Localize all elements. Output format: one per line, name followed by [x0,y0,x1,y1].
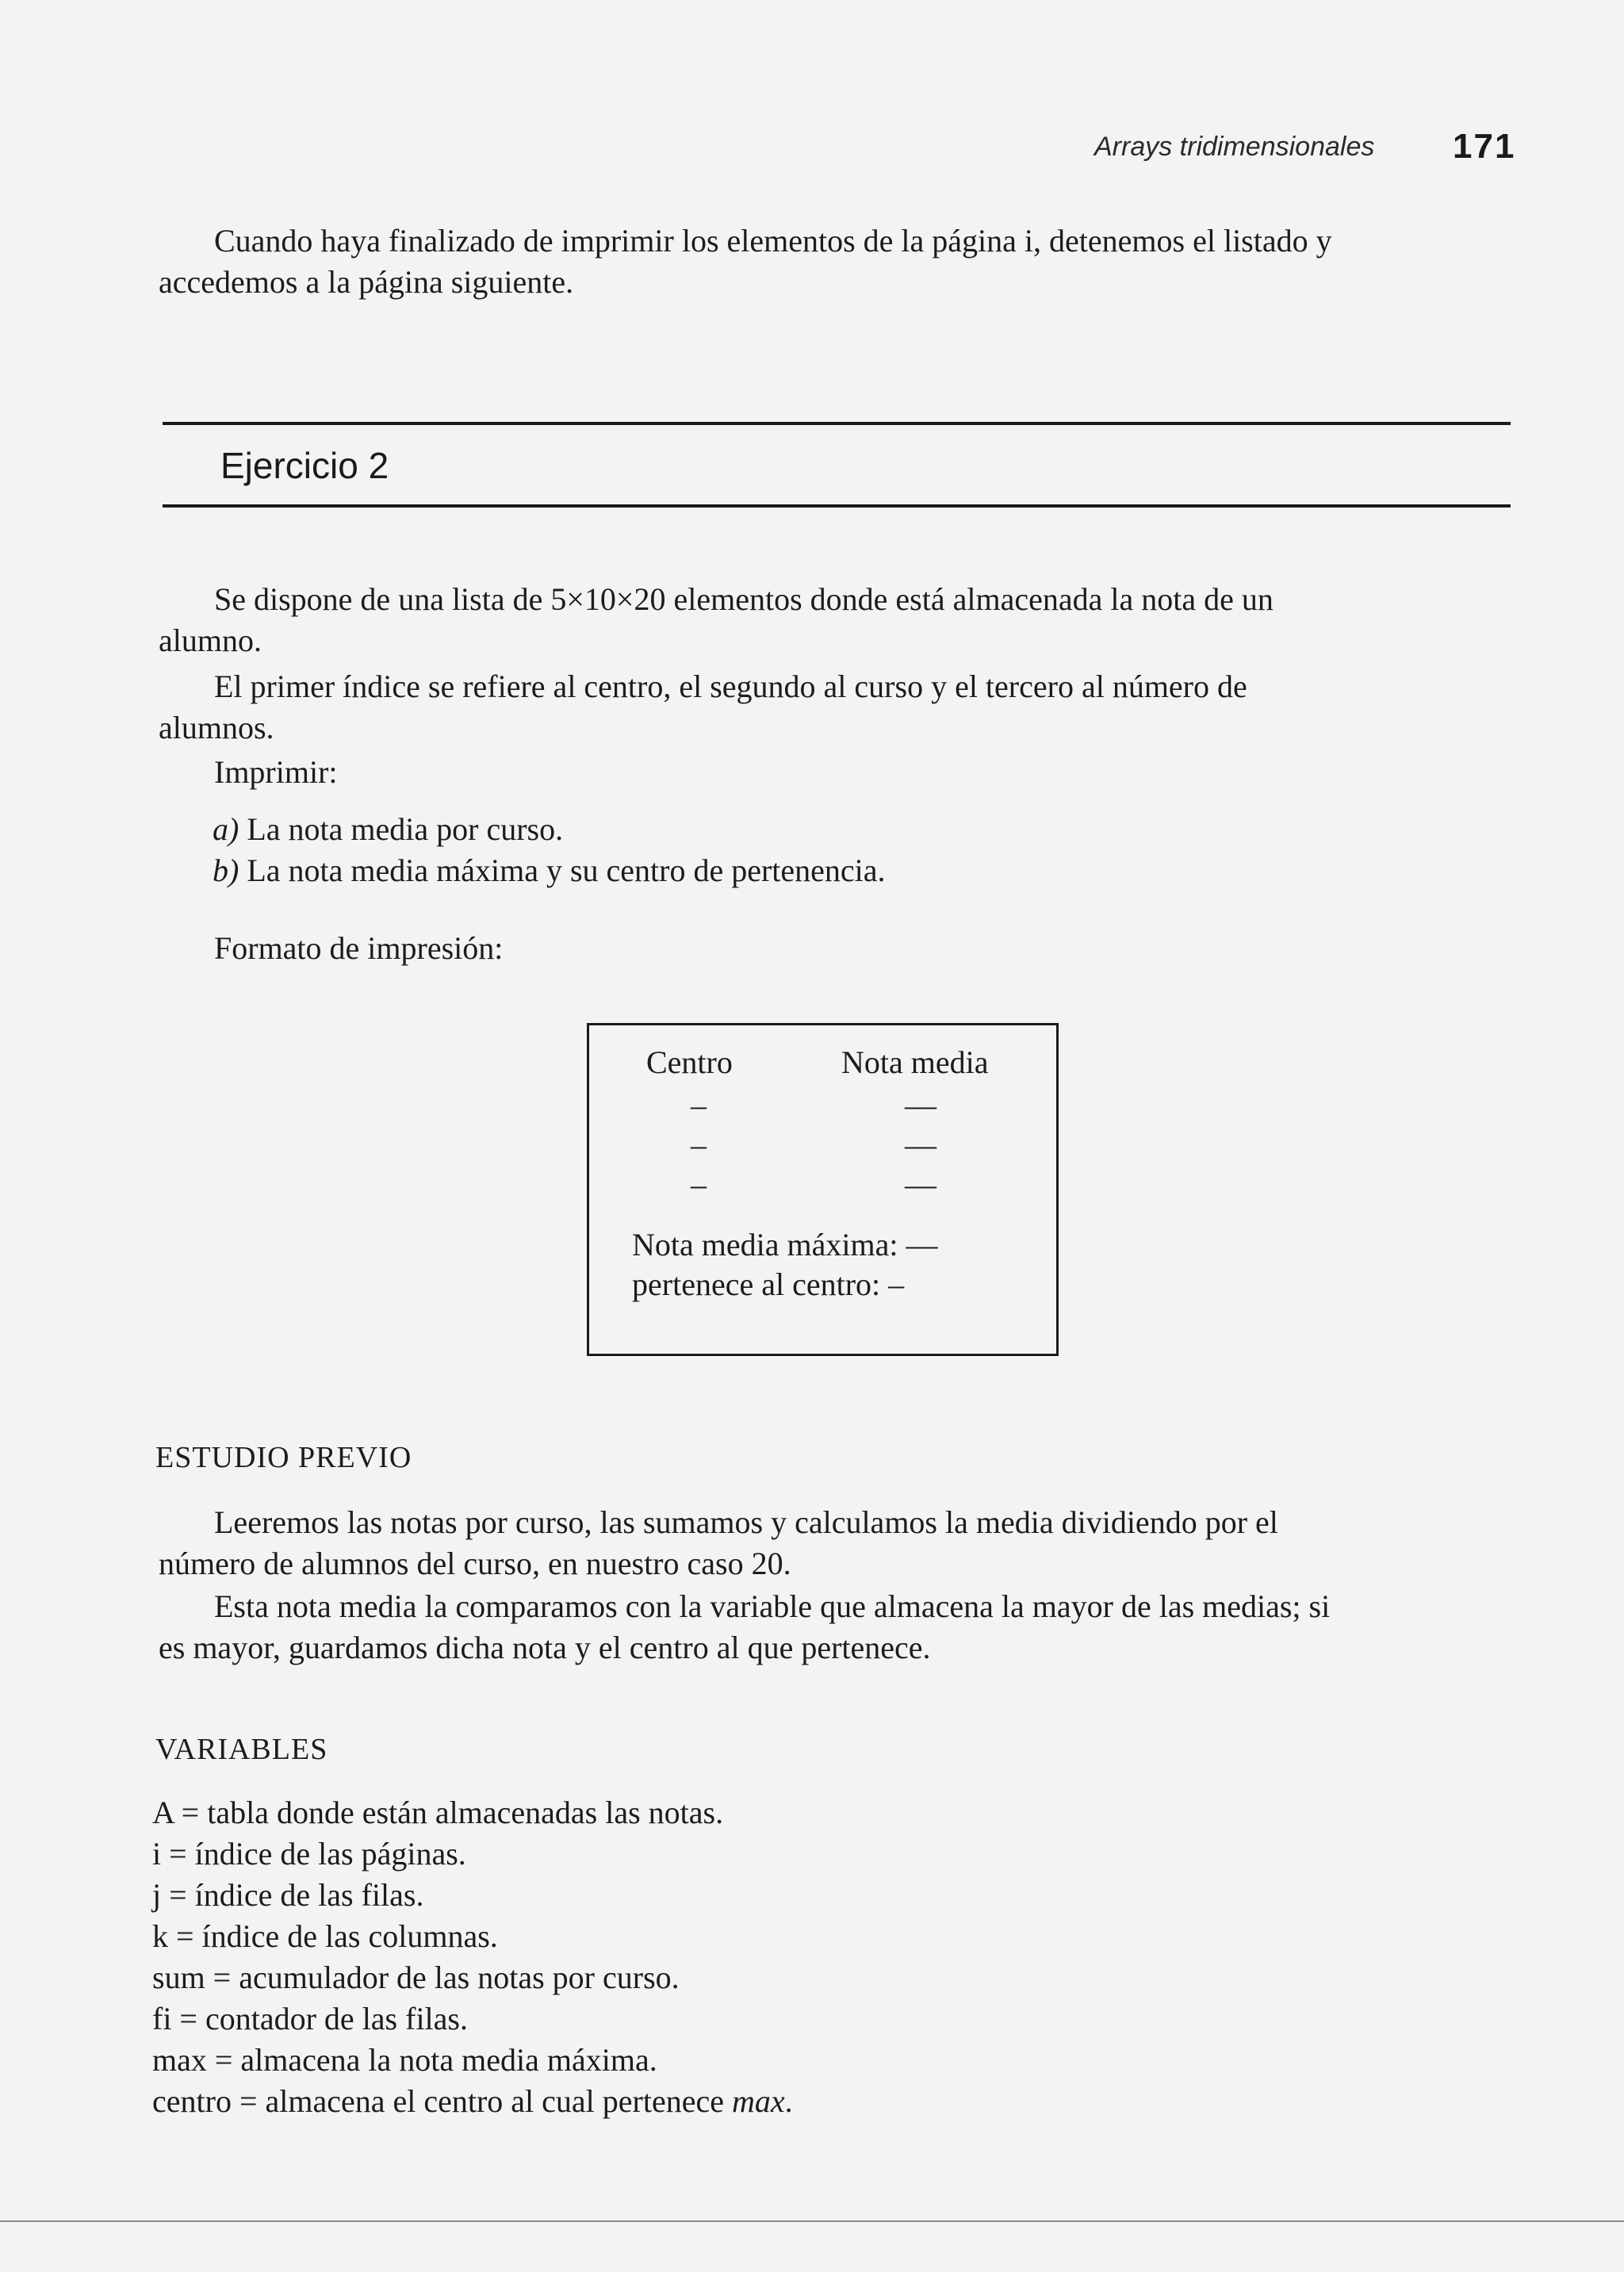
variable-item: i = índice de las páginas. [152,1836,466,1872]
intro-line-1: Cuando haya finalizado de imprimir los elementos de la página i, detenemos el listado y [214,223,1332,259]
variable-item-prefix: centro = almacena el centro al cual pertenece [152,2083,732,2119]
statement-2-line-2: alumnos. [159,710,274,745]
variable-item [152,2081,793,2122]
list-text: La nota media máxima y su centro de pertenencia. [247,852,886,888]
variable-item: fi = contador de las filas. [152,2001,468,2036]
variables-heading: VARIABLES [155,1733,328,1766]
row-nota-placeholder: –– [905,1127,936,1163]
row-nota-placeholder: –– [905,1087,936,1123]
exercise-statement-1 [159,579,1507,661]
format-label-paragraph [159,928,1507,969]
exercise-statement-2 [159,666,1507,749]
variable-item: k = índice de las columnas. [152,1918,498,1954]
intro-paragraph [159,220,1507,303]
statement-2-line-1: El primer índice se refiere al centro, el segundo al curso y el tercero al número de [214,669,1247,704]
list-item [213,850,886,891]
column-header-centro: Centro [646,1044,733,1080]
page-bottom-edge [0,2220,1624,2222]
print-label-paragraph [159,752,1507,793]
exercise-bottom-rule [163,504,1511,508]
row-centro-placeholder: – [691,1127,707,1163]
variable-item: sum = acumulador de las notas por curso. [152,1960,680,1995]
row-centro-placeholder: – [691,1167,707,1202]
column-header-nota: Nota media [841,1044,989,1080]
variable-item: A = tabla donde están almacenadas las notas. [152,1795,724,1830]
estudio-p2-line-1: Esta nota media la comparamos con la variable que almacena la mayor de las medias; si [214,1588,1331,1624]
variable-max-italic: max [732,2083,785,2119]
estudio-p1-line-2: número de alumnos del curso, en nuestro caso 20. [159,1546,791,1581]
list-marker: b) [213,852,239,888]
row-centro-placeholder: – [691,1087,707,1123]
statement-1-line-1: Se dispone de una lista de 5×10×20 elementos donde está almacenada la nota de un [214,581,1274,617]
intro-line-2: accedemos a la página siguiente. [159,264,574,300]
belongs-center-line: pertenece al centro: – [632,1266,905,1302]
page-number: 171 [1453,127,1516,166]
estudio-p2-line-2: es mayor, guardamos dicha nota y el centro al que pertenece. [159,1630,931,1665]
running-head: Arrays tridimensionales [1094,132,1375,162]
list-item [213,809,563,850]
list-text: La nota media por curso. [247,811,564,847]
row-nota-placeholder: –– [905,1167,936,1202]
estudio-previo-paragraph-1 [159,1502,1507,1584]
format-label: Formato de impresión: [214,930,504,966]
exercise-title: Ejercicio 2 [220,445,389,486]
print-format-box [587,1023,1059,1356]
variables-list [152,1792,793,2122]
estudio-previo-paragraph-2 [159,1586,1507,1669]
variable-item-suffix: . [784,2083,793,2119]
max-average-line: Nota media máxima: –– [632,1227,938,1262]
print-label: Imprimir: [214,754,338,790]
estudio-previo-heading: ESTUDIO PREVIO [155,1441,412,1474]
variable-item: j = índice de las filas. [152,1877,424,1913]
list-marker: a) [213,811,239,847]
statement-1-line-2: alumno. [159,623,262,658]
estudio-p1-line-1: Leeremos las notas por curso, las sumamos y calculamos la media dividiendo por el [214,1504,1278,1540]
exercise-top-rule [163,422,1511,425]
variable-item: max = almacena la nota media máxima. [152,2042,657,2078]
